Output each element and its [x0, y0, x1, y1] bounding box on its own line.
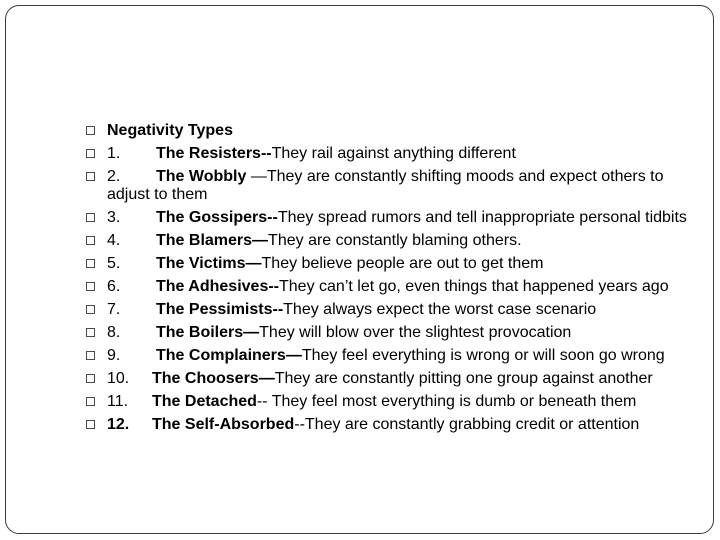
- checkbox-bullet-icon: [86, 149, 95, 158]
- item-separator: —: [245, 255, 262, 272]
- list-item: [86, 232, 696, 250]
- item-description: They believe people are out to get them: [261, 255, 544, 272]
- item-description: They are constantly blaming others.: [268, 232, 522, 249]
- item-number: 6.: [107, 278, 121, 295]
- item-description: They will blow over the slightest provocation: [259, 324, 572, 341]
- list-item: [86, 209, 696, 227]
- checkbox-bullet-icon: [86, 259, 95, 268]
- list-item: [86, 301, 696, 319]
- item-separator: —: [252, 232, 269, 249]
- item-name: The Wobbly: [156, 168, 251, 185]
- item-separator: --: [268, 278, 279, 295]
- item-name: The Adhesives: [156, 278, 269, 295]
- item-description: They spread rumors and tell inappropriate personal tidbits: [277, 209, 687, 226]
- item-name: The Boilers: [156, 324, 244, 341]
- item-number: 7.: [107, 301, 121, 318]
- item-name: The Self-Absorbed: [152, 416, 295, 433]
- item-separator: --: [256, 393, 272, 410]
- checkbox-bullet-icon: [86, 282, 95, 291]
- checkbox-bullet-icon: [86, 213, 95, 222]
- list-item: [86, 278, 696, 296]
- item-number: 8.: [107, 324, 121, 341]
- item-name: The Pessimists: [156, 301, 273, 318]
- list-heading: [86, 122, 696, 140]
- checkbox-bullet-icon: [86, 328, 95, 337]
- item-number: 1.: [107, 145, 121, 162]
- list-item: [86, 393, 696, 411]
- checkbox-bullet-icon: [86, 420, 95, 429]
- list-item: [86, 370, 696, 388]
- slide-frame: [5, 5, 714, 534]
- item-description: They rail against anything different: [271, 145, 516, 162]
- list-item: [86, 347, 696, 365]
- checkbox-bullet-icon: [86, 236, 95, 245]
- item-description: They can’t let go, even things that happened years ago: [279, 278, 669, 295]
- item-separator: —: [258, 370, 275, 387]
- item-name: The Choosers: [152, 370, 259, 387]
- item-number: 2.: [107, 168, 121, 185]
- item-description: They always expect the worst case scenario: [283, 301, 597, 318]
- item-name: The Victims: [156, 255, 246, 272]
- item-description: They are constantly grabbing credit or attention: [304, 416, 640, 433]
- item-separator: --: [267, 209, 278, 226]
- item-separator: --: [272, 301, 284, 318]
- checkbox-bullet-icon: [86, 305, 95, 314]
- item-name: The Blamers: [156, 232, 253, 249]
- item-separator: --: [260, 145, 272, 162]
- item-number: 5.: [107, 255, 121, 272]
- item-number: 11.: [107, 393, 129, 410]
- checkbox-bullet-icon: [86, 397, 95, 406]
- item-separator: --: [294, 416, 305, 433]
- item-number: 3.: [107, 209, 121, 226]
- item-separator: —: [243, 324, 260, 341]
- item-name: The Complainers: [156, 347, 286, 364]
- item-name: The Detached: [152, 393, 257, 410]
- item-number: 9.: [107, 347, 121, 364]
- item-number: 12.: [107, 416, 130, 433]
- checkbox-bullet-icon: [86, 126, 95, 135]
- item-description: They are constantly shifting moods and expect others to adjust to them: [107, 168, 664, 203]
- list-item: [86, 255, 696, 273]
- item-name: The Gossipers: [156, 209, 268, 226]
- list-item: [86, 168, 696, 204]
- item-separator: —: [285, 347, 302, 364]
- checkbox-bullet-icon: [86, 351, 95, 360]
- item-number: 10.: [107, 370, 130, 387]
- item-description: They feel everything is wrong or will soon go wrong: [301, 347, 665, 364]
- list-item: [86, 324, 696, 342]
- heading-text: Negativity Types: [107, 122, 233, 139]
- item-description: They are constantly pitting one group against another: [274, 370, 653, 387]
- bullet-list: [86, 122, 696, 439]
- item-number: 4.: [107, 232, 121, 249]
- item-description: They feel most everything is dumb or beneath them: [271, 393, 637, 410]
- checkbox-bullet-icon: [86, 172, 95, 181]
- list-item: [86, 145, 696, 163]
- list-item: [86, 416, 696, 434]
- item-separator: —: [250, 168, 267, 185]
- checkbox-bullet-icon: [86, 374, 95, 383]
- item-name: The Resisters: [156, 145, 261, 162]
